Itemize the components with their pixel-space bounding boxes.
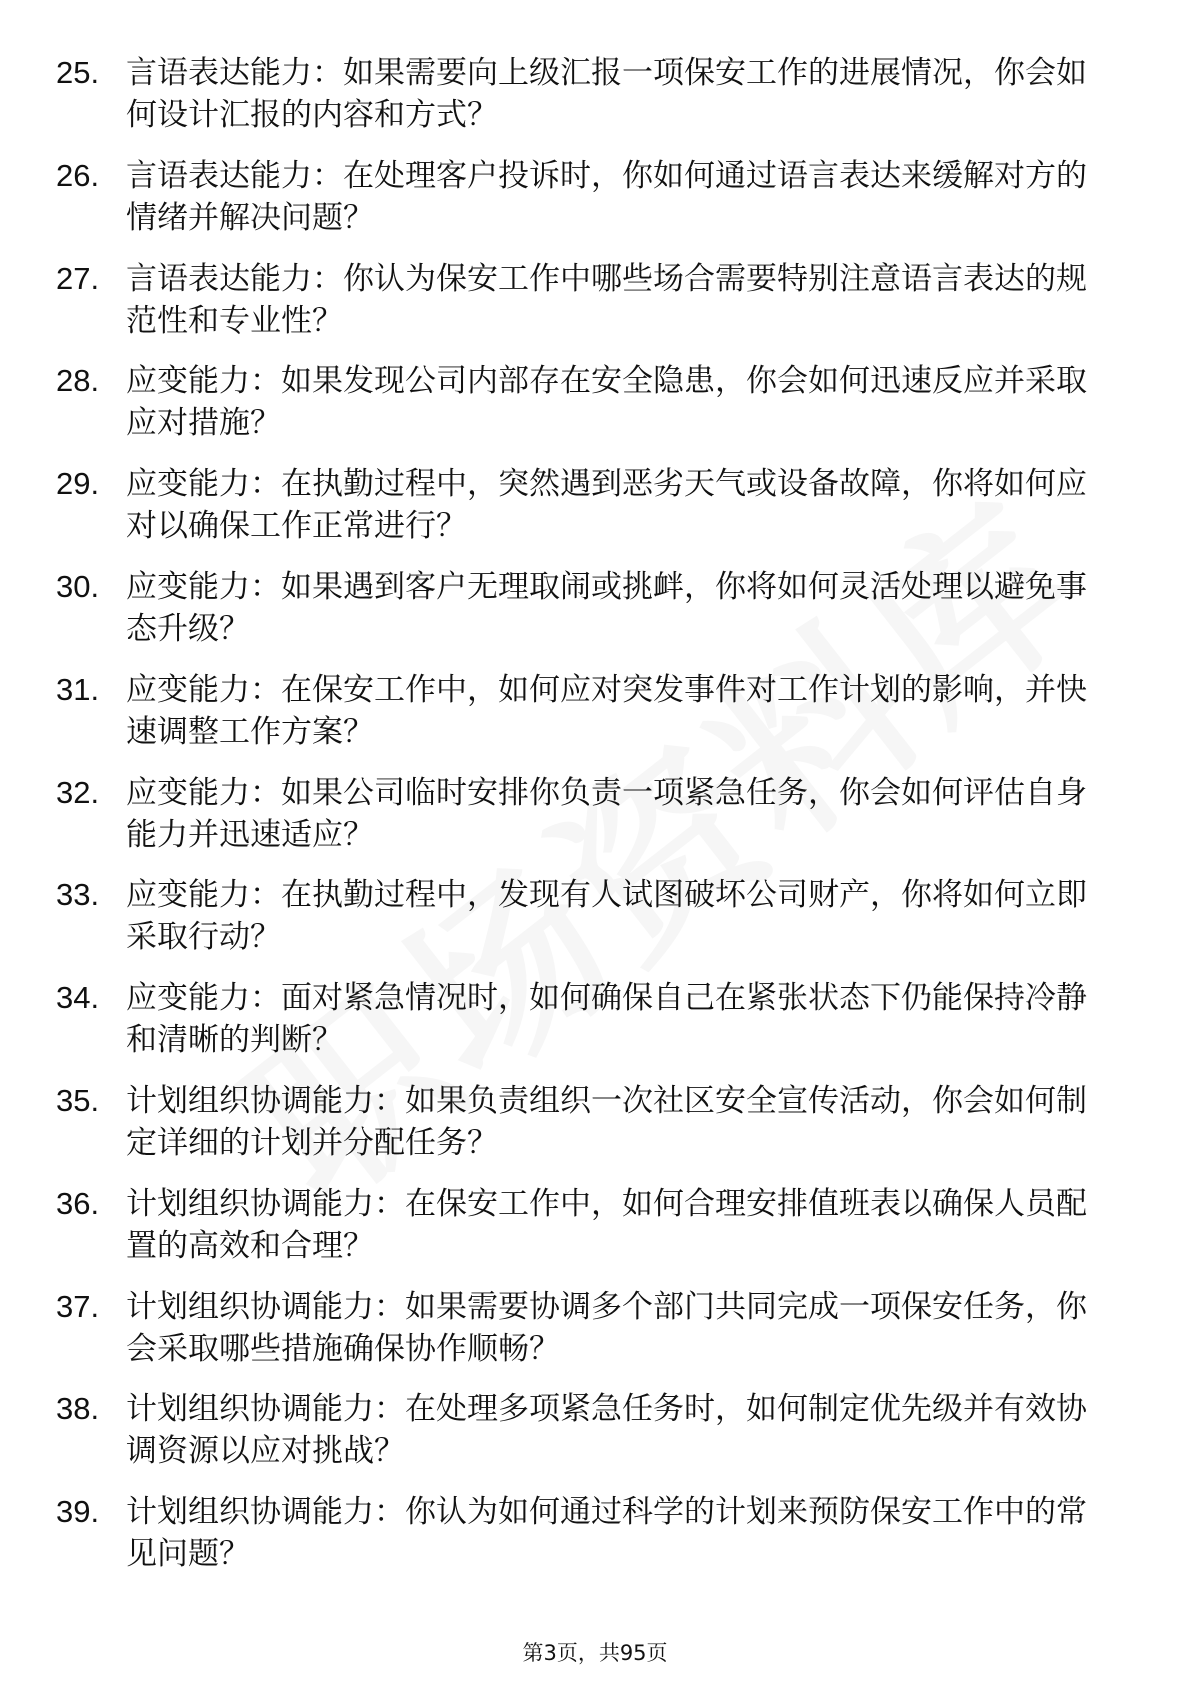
question-text: 言语表达能力：你认为保安工作中哪些场合需要特别注意语言表达的规范性和专业性？ [126,260,1087,339]
question-number: 31. [56,671,100,707]
question-number: 37. [56,1288,100,1324]
question-item [56,1286,1116,1389]
question-number: 27. [56,260,100,296]
question-text: 应变能力：如果遇到客户无理取闹或挑衅，你将如何灵活处理以避免事态升级？ [126,568,1087,647]
question-text: 应变能力：在执勤过程中，突然遇到恶劣天气或设备故障，你将如何应对以确保工作正常进行？ [126,466,1087,545]
question-number: 26. [56,157,100,193]
question-item [56,52,1116,155]
question-item [56,874,1116,977]
question-text: 计划组织协调能力：在处理多项紧急任务时，如何制定优先级并有效协调资源以应对挑战？ [126,1391,1087,1470]
question-number: 33. [56,877,100,913]
question-item [56,1388,1116,1491]
question-item [56,669,1116,772]
question-text: 应变能力：如果发现公司内部存在安全隐患，你会如何迅速反应并采取应对措施？ [126,363,1087,442]
question-number: 34. [56,980,100,1016]
page-number-label: 第3页，共95页 [522,1641,668,1665]
question-text: 计划组织协调能力：你认为如何通过科学的计划来预防保安工作中的常见问题？ [126,1494,1087,1573]
question-item [56,258,1116,361]
question-item [56,977,1116,1080]
question-item [56,1183,1116,1286]
question-item [56,772,1116,875]
question-text: 计划组织协调能力：如果负责组织一次社区安全宣传活动，你会如何制定详细的计划并分配任务？ [126,1082,1087,1161]
question-item [56,566,1116,669]
question-number: 30. [56,568,100,604]
question-item [56,463,1116,566]
question-list [56,52,1116,1594]
question-number: 36. [56,1185,100,1221]
question-item [56,360,1116,463]
question-number: 25. [56,55,100,90]
question-number: 35. [56,1082,100,1118]
question-text: 应变能力：在执勤过程中，发现有人试图破坏公司财产，你将如何立即采取行动？ [126,877,1087,956]
question-text: 应变能力：面对紧急情况时，如何确保自己在紧张状态下仍能保持冷静和清晰的判断？ [126,980,1087,1059]
question-text: 应变能力：如果公司临时安排你负责一项紧急任务，你会如何评估自身能力并迅速适应？ [126,774,1087,853]
question-text: 计划组织协调能力：在保安工作中，如何合理安排值班表以确保人员配置的高效和合理？ [126,1185,1087,1264]
question-text: 应变能力：在保安工作中，如何应对突发事件对工作计划的影响，并快速调整工作方案？ [126,671,1087,750]
question-text: 计划组织协调能力：如果需要协调多个部门共同完成一项保安任务，你会采取哪些措施确保协作顺畅？ [126,1288,1087,1367]
question-number: 32. [56,774,100,810]
question-number: 38. [56,1391,100,1427]
question-text: 言语表达能力：在处理客户投诉时，你如何通过语言表达来缓解对方的情绪并解决问题？ [126,157,1087,236]
question-item [56,1491,1116,1594]
page-footer [0,1637,1190,1667]
question-item [56,155,1116,258]
question-text: 言语表达能力：如果需要向上级汇报一项保安工作的进展情况，你会如何设计汇报的内容和方式？ [126,55,1087,133]
question-item [56,1080,1116,1183]
question-number: 28. [56,363,100,399]
question-number: 39. [56,1494,100,1530]
question-number: 29. [56,466,100,502]
